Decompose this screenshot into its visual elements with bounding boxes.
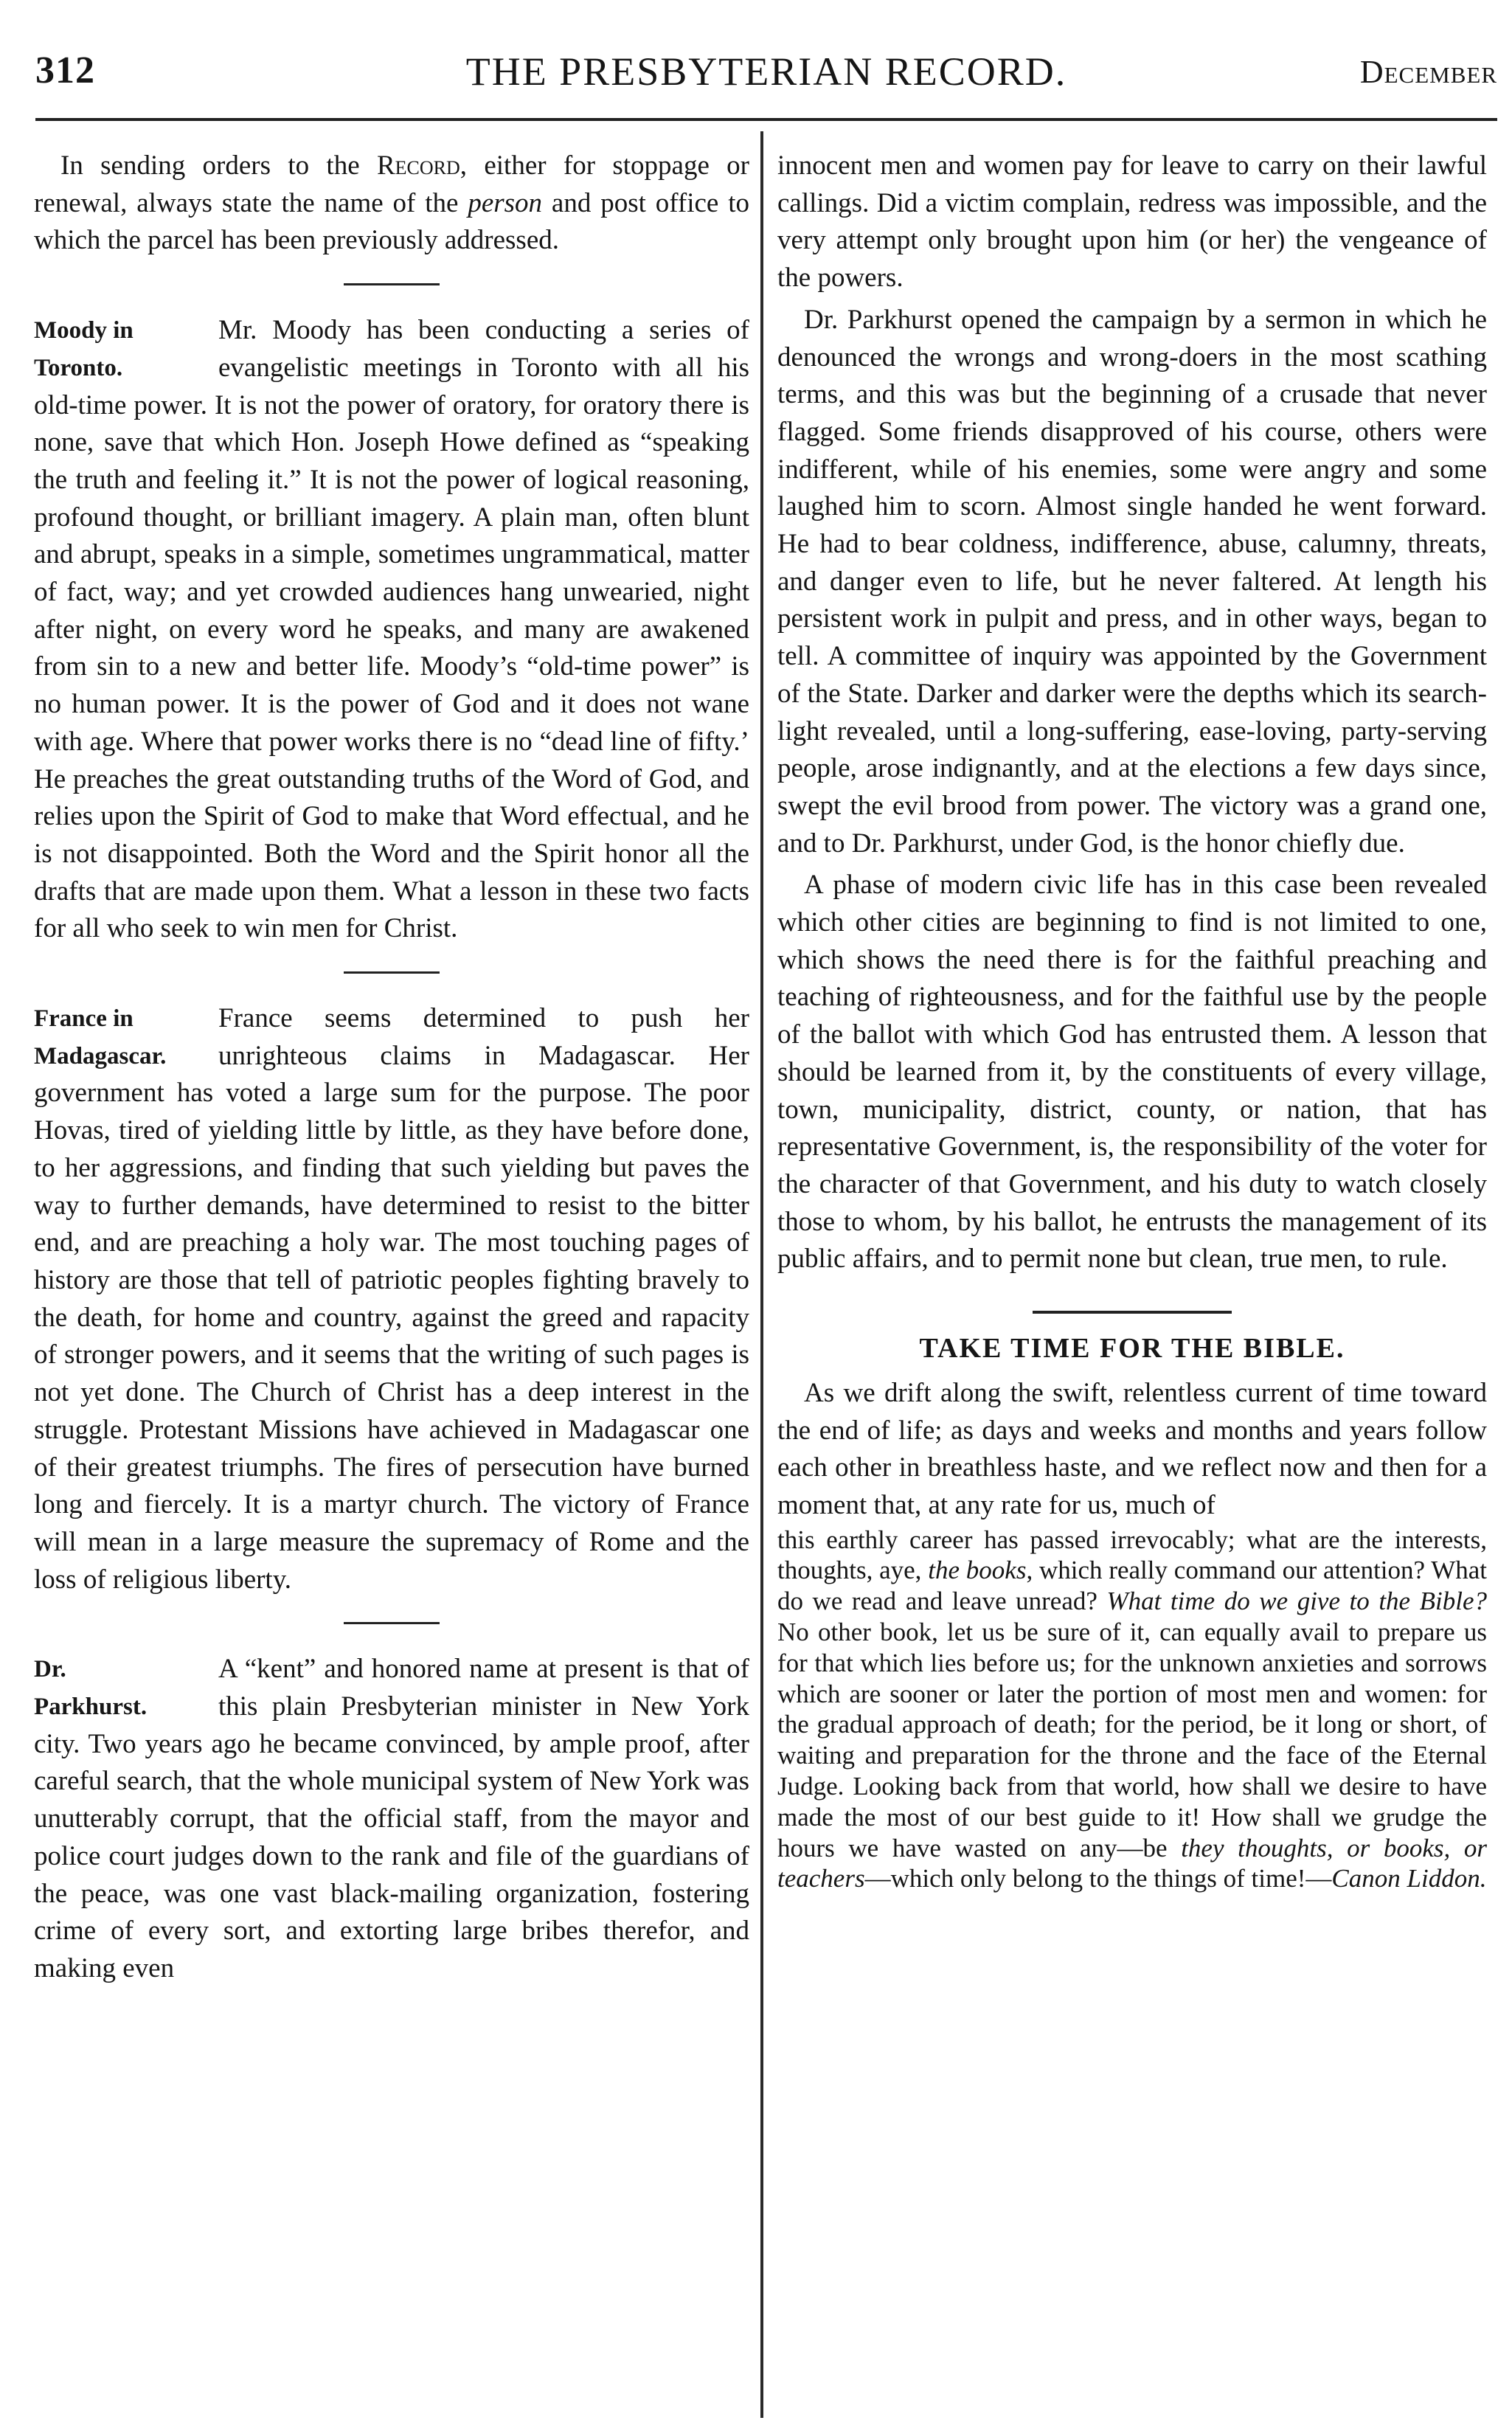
sidehead-line: Parkhurst. bbox=[34, 1694, 148, 1721]
section-separator bbox=[344, 971, 440, 974]
item-sidehead bbox=[34, 1000, 204, 1075]
section-separator bbox=[1033, 1311, 1232, 1314]
article-attribution: Canon Liddon. bbox=[1331, 1864, 1487, 1893]
article-text: —which only belong to the things of time!— bbox=[864, 1864, 1332, 1893]
news-item-parkhurst bbox=[34, 1651, 749, 1987]
section-separator bbox=[344, 1622, 440, 1624]
notice-record-word: Record bbox=[376, 150, 460, 181]
notice-text: , either for stoppage or renewal, always state the name of the bbox=[34, 150, 749, 218]
article-italic-text: they thoughts, or books, or teachers bbox=[777, 1833, 1487, 1893]
article-intro: As we drift along the swift, relentless current of time toward the end of life; as days and weeks and months and years follow each other in breathless haste, and we reflect now and then for a moment that, at any rate for us, much of bbox=[777, 1377, 1487, 1520]
article-text: No other book, let us be sure of it, can equally avail to prepare us for that which lies before us; for the unknown anxieties and sorrows which are sooner or later the portion of most men and women: for the gradual approach of death; for the period, be it long or short, of waiting and preparation for the throne and the face of the Eternal Judge. Looking back from that world, how shall we desire to have made the most of our best guide to it! How shall we grudge the hours we have wasted on any—be bbox=[777, 1618, 1487, 1862]
sidehead-line: Madagascar. bbox=[34, 1042, 167, 1070]
left-column bbox=[34, 148, 749, 1988]
sidehead-line: France in bbox=[34, 1005, 133, 1033]
article-text: , which really command our attention? What do we read and leave unread? bbox=[777, 1556, 1488, 1616]
item-sidehead bbox=[34, 312, 204, 387]
article-italic-text: What time do we give to the Bible? bbox=[1106, 1587, 1487, 1616]
item-sidehead bbox=[34, 1651, 204, 1725]
item-body: Mr. Moody has been conducting a series of evangelistic meetings in Toronto with all his old-time power. It is not the power of oratory, for oratory there is none, save that which Hon. Joseph Howe defined as “speaking the truth and feeling it.” It is not the power of logical reasoning, profound thought, or brilliant imagery. A plain man, often blunt and abrupt, speaks in a simple, sometimes ungrammatical, matter of fact, way; and yet crowded audiences hang unwearied, night after night, on every word he speaks, and many are awakened from sin to a new and better life. Moody’s “old-time power” is no human power. It is the power of God and it does not wane with age. Where that power works there is no “dead line of fifty.’ He preaches the great outstanding truths of the Word of God, and relies upon the Spirit of God to make that Word effectual, and he is not disappointed. Both the Word and the Spirit honor all the drafts that are made upon them. What a lesson in these two facts for all who seek to win men for Christ. bbox=[34, 315, 749, 944]
notice-text: and post office to which the parcel has been previously addressed. bbox=[34, 187, 749, 256]
continued-paragraph: innocent men and women pay for leave to carry on their lawful callings. Did a victim complain, redress was impossible, and the very attempt only brought upon him (or her) the vengeance of the powers. bbox=[777, 150, 1487, 294]
issue-month: December bbox=[1359, 54, 1497, 90]
article-italic-text: the books bbox=[928, 1556, 1027, 1585]
article-heading: TAKE TIME FOR THE BIBLE. bbox=[919, 1333, 1345, 1365]
page-header bbox=[35, 49, 1497, 108]
bible-article bbox=[777, 1330, 1487, 1894]
notice-text: In sending orders to the bbox=[60, 150, 377, 181]
subscription-notice bbox=[34, 148, 749, 260]
column-divider bbox=[760, 131, 763, 2418]
sidehead-line: Moody in bbox=[34, 317, 133, 344]
news-item-france bbox=[34, 1000, 749, 1598]
article-text: this earthly career has passed irrevocably; what are the interests, thoughts, aye, bbox=[777, 1525, 1487, 1585]
continued-paragraph: A phase of modern civic life has in this case been revealed which other cities are beginning to find is not limited to one, which shows the need there is for the faithful preaching and teaching of righteousness, and for the faithful use by the people of the ballot with which God has entrusted them. A lesson that should be learned from it, by the constituents of every village, town, municipality, district, county, or nation, that has representative Government, is, the responsibility of the voter for the character of that Government, and his duty to watch closely those to whom, by his ballot, he entrusts the management of its public affairs, and to permit none but clean, true men, to rule. bbox=[777, 870, 1487, 1275]
continued-paragraph: Dr. Parkhurst opened the campaign by a sermon in which he denounced the wrongs and wrong-doers in the most scathing terms, and this was but the beginning of a crusade that never flagged. Some friends disapproved of his course, others were indifferent, while of his enemies, some were angry and some laughed him to scorn. Almost single handed he went forward. He had to bear coldness, indifference, abuse, calumny, threats, and danger even to life, but he never faltered. At length his persistent work in pulpit and press, and in other ways, began to tell. A committee of inquiry was appointed by the Government of the State. Darker and darker were the depths which its search-light revealed, until a long-suffering, ease-loving, party-serving people, arose indignantly, and at the elections a few days since, swept the evil brood from power. The victory was a grand one, and to Dr. Parkhurst, under God, is the honor chiefly due. bbox=[777, 304, 1487, 859]
section-separator bbox=[344, 283, 440, 285]
item-body: France seems determined to push her unrighteous claims in Madagascar. Her government has voted a large sum for the purpose. The poor Hovas, tired of yielding little by little, as they have before done, to her aggressions, and finding that such yielding but paves the way to further demands, have determined to resist to the bitter end, and are preaching a holy war. The most touching pages of history are those that tell of patriotic peoples fighting bravely to the death, for home and country, against the greed and rapacity of stronger powers, and it seems that the writing of such pages is not yet done. The Church of Christ has a deep interest in the struggle. Protestant Missions have achieved in Madagascar one of their greatest triumphs. The fires of persecution have burned long and fiercely. It is a martyr church. The victory of France will mean in a large measure the supremacy of Rome and the loss of religious liberty. bbox=[34, 1003, 749, 1595]
sidehead-line: Dr. bbox=[34, 1656, 66, 1683]
article-body-small bbox=[777, 1525, 1487, 1895]
news-item-moody bbox=[34, 312, 749, 948]
journal-title: THE PRESBYTERIAN RECORD. bbox=[465, 49, 1067, 94]
item-body: A “kent” and honored name at present is that of this plain Presbyterian minister in New York city. Two years ago he became convinced, by ample proof, after careful search, that the whole municipal system of New York was unutterably corrupt, that the official staff, from the mayor and police court judges down to the rank and file of the guardians of the peace, was one vast black-mailing organization, fostering crime of every sort, and extorting large bribes therefor, and making even bbox=[34, 1654, 749, 1983]
right-column bbox=[777, 148, 1487, 1894]
page-number: 312 bbox=[35, 49, 95, 91]
header-rule bbox=[35, 118, 1497, 121]
notice-person-word: person bbox=[468, 187, 543, 218]
sidehead-line: Toronto. bbox=[34, 354, 123, 381]
